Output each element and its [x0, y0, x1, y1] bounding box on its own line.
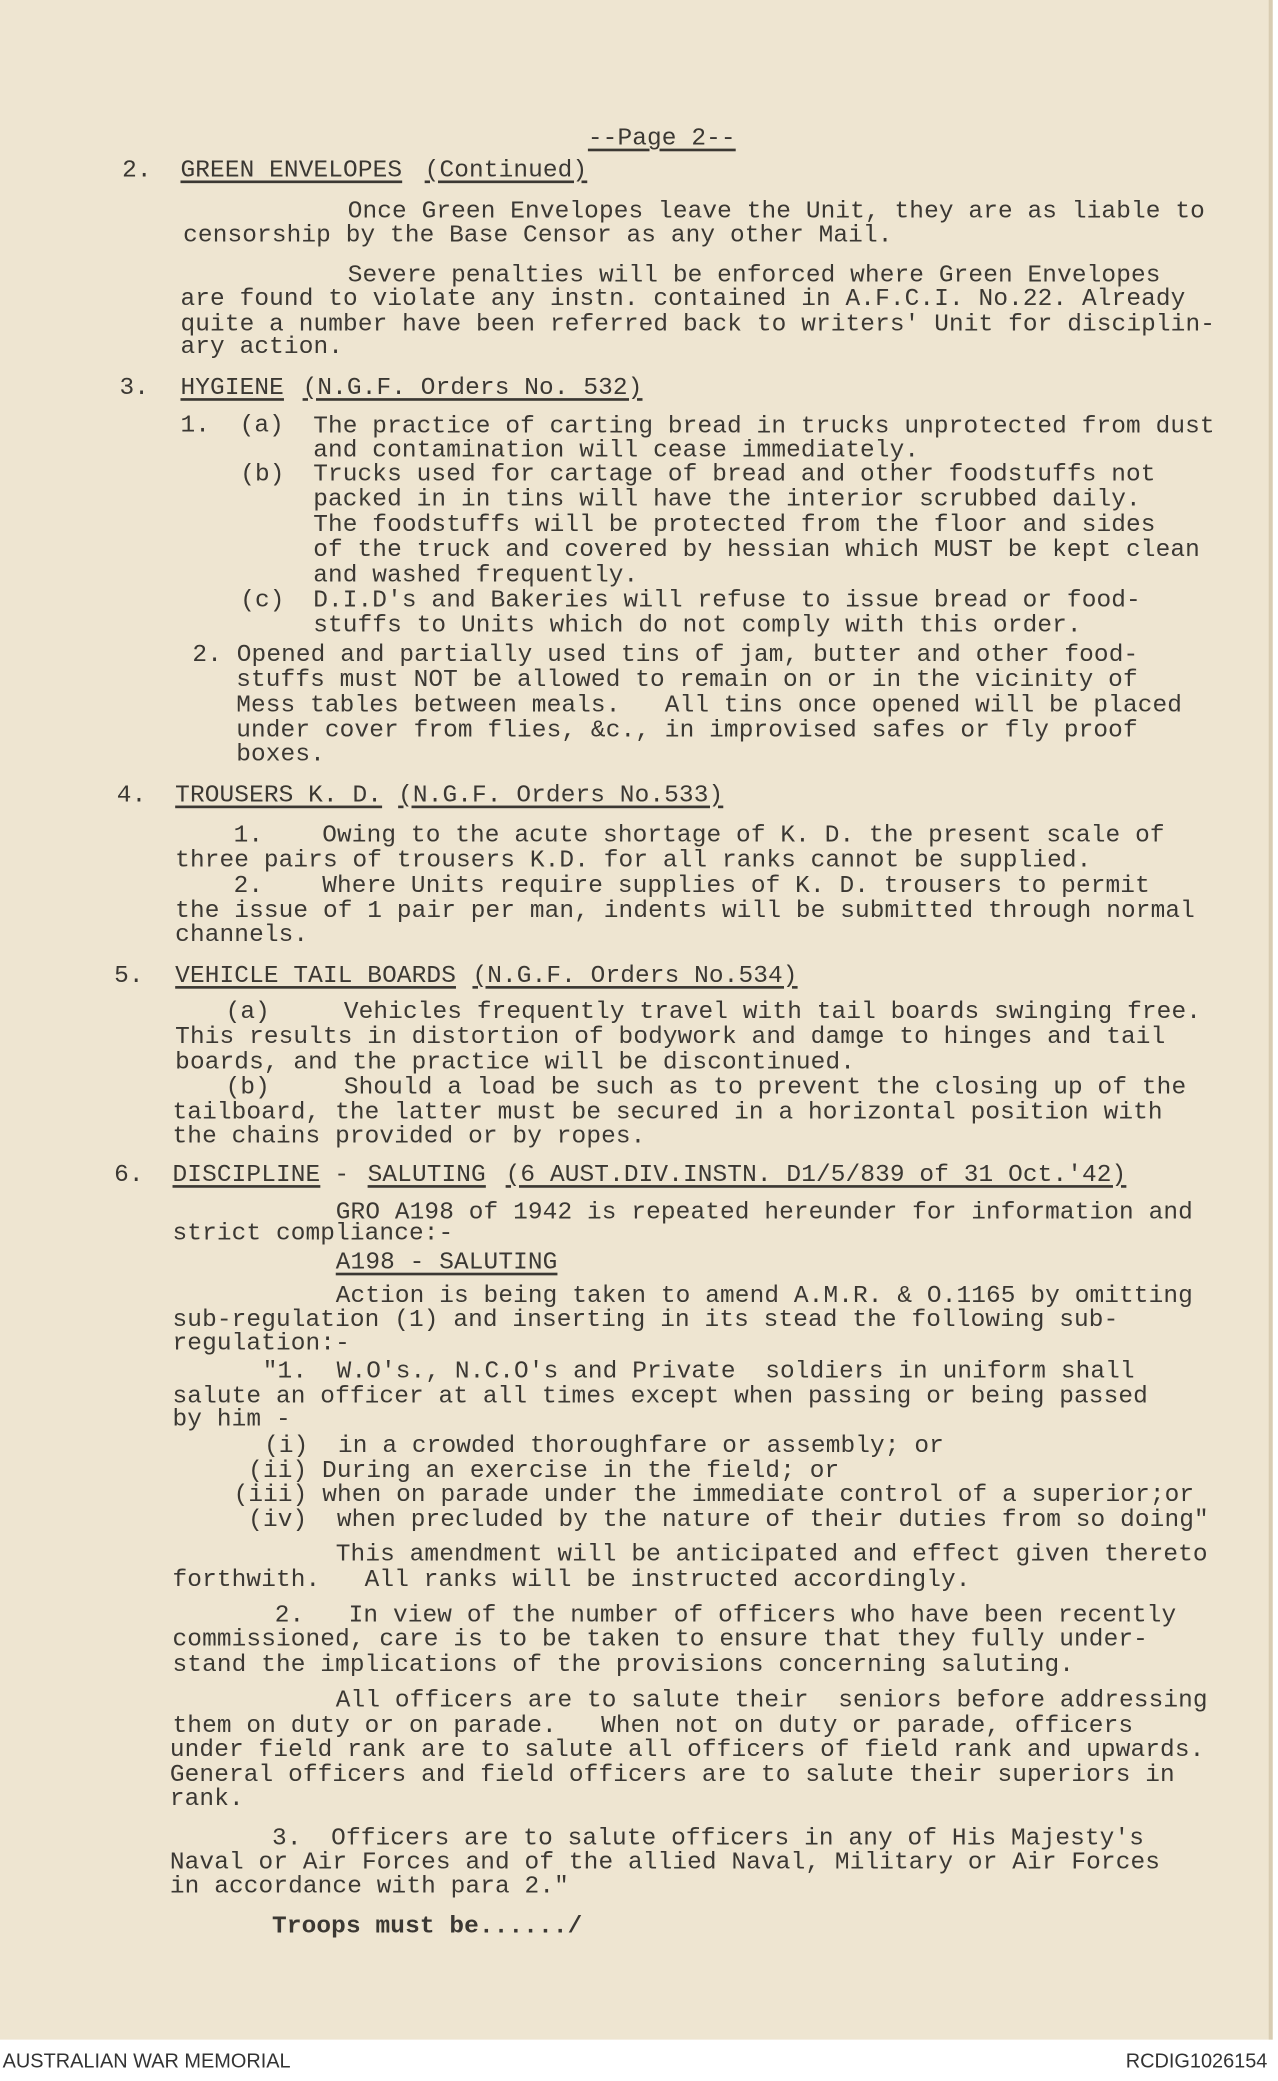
- text-line: quite a number have been referred back to writers' Unit for disciplin-: [180, 310, 1216, 339]
- text-line: salute an officer at all times except when passing or being passed: [172, 1382, 1148, 1411]
- text-line: by him -: [172, 1405, 291, 1434]
- text-line: them on duty or on parade. When not on duty or parade, officers: [172, 1711, 1134, 1740]
- text-line: Trucks used for cartage of bread and other foodstuffs not: [313, 460, 1156, 489]
- text-line: 2. Opened and partially used tins of jam, butter and other food-: [192, 640, 1139, 669]
- section-5-number: 5.: [114, 962, 144, 991]
- text-line: (iii) when on parade under the immediate control of a superior;or: [233, 1481, 1195, 1509]
- section-3-number: 3.: [119, 374, 150, 403]
- text-line: This amendment will be anticipated and effect given thereto: [335, 1540, 1208, 1569]
- section-3-title: HYGIENE: [180, 374, 284, 403]
- section-6-subtitle: (6 AUST.DIV.INSTN. D1/5/839 of 31 Oct.'42): [505, 1161, 1127, 1190]
- archive-footer: [0, 2040, 1278, 2081]
- text-line: (a) Vehicles frequently travel with tail boards swinging free.: [225, 997, 1202, 1026]
- text-line: of the truck and covered by hessian which MUST be kept clean: [313, 536, 1200, 565]
- text-line: tailboard, the latter must be secured in a horizontal position with: [172, 1098, 1163, 1127]
- text-line: D.I.D's and Bakeries will refuse to issue bread or food-: [313, 586, 1141, 615]
- section-4-title: TROUSERS K. D.: [175, 781, 383, 810]
- text-line: under field rank are to salute all officers of field rank and upwards.: [169, 1735, 1205, 1764]
- text-line: ary action.: [180, 333, 344, 361]
- text-line: stuffs to Units which do not comply with this order.: [313, 611, 1082, 640]
- text-line: 3. Officers are to salute officers in any of His Majesty's: [272, 1824, 1145, 1853]
- text-line: (iv) when precluded by the nature of their duties from so doing": [248, 1506, 1209, 1535]
- text-line: regulation:-: [172, 1329, 350, 1358]
- text-line: boards, and the practice will be discontinued.: [175, 1048, 856, 1077]
- page-header: --Page 2--: [587, 124, 736, 153]
- section-6-dash: -: [334, 1161, 350, 1190]
- text-line: packed in in tins will have the interior scrubbed daily.: [313, 485, 1141, 514]
- text-line: boxes.: [236, 740, 325, 769]
- subheading: A198 - SALUTING: [335, 1248, 558, 1277]
- text-line: three pairs of trousers K.D. for all ranks cannot be supplied.: [175, 846, 1092, 875]
- text-line: in accordance with para 2.": [169, 1872, 569, 1901]
- text-line: sub-regulation (1) and inserting in its stead the following sub-: [172, 1305, 1119, 1334]
- text-line: (ii) During an exercise in the field; or: [248, 1457, 840, 1486]
- continuation-note: Troops must be....../: [272, 1912, 583, 1941]
- text-line: Action is being taken to amend A.M.R. & O.1165 by omitting: [335, 1281, 1193, 1310]
- text-line: stuffs must NOT be allowed to remain on or in the vicinity of: [236, 666, 1138, 695]
- section-5-subtitle: (N.G.F. Orders No.534): [472, 962, 798, 991]
- section-2-title: GREEN ENVELOPES: [180, 156, 403, 185]
- text-line: forthwith. All ranks will be instructed accordingly.: [172, 1565, 971, 1594]
- text-line: This results in distortion of bodywork and damge to hinges and tail: [175, 1023, 1166, 1052]
- text-line: The foodstuffs will be protected from the floor and sides: [313, 510, 1156, 539]
- text-line: 1. Owing to the acute shortage of K. D. the present scale of: [233, 821, 1165, 850]
- text-line: Mess tables between meals. All tins once opened will be placed: [236, 691, 1183, 720]
- text-line: Once Green Envelopes leave the Unit, they are as liable to: [347, 197, 1205, 226]
- text-line: rank.: [169, 1784, 244, 1813]
- section-6-title2: SALUTING: [367, 1161, 486, 1190]
- footer-institution: AUSTRALIAN WAR MEMORIAL: [2, 2050, 291, 2073]
- text-line: 2. Where Units require supplies of K. D. trousers to permit: [233, 871, 1150, 900]
- text-line: GRO A198 of 1942 is repeated hereunder for information and: [335, 1198, 1193, 1227]
- section-6-number: 6.: [114, 1161, 144, 1190]
- footer-record-id: RCDIG1026154: [1125, 2050, 1268, 2073]
- text-line: channels.: [175, 921, 309, 949]
- text-line: stand the implications of the provisions concerning saluting.: [172, 1650, 1075, 1679]
- section-4-subtitle: (N.G.F. Orders No.533): [398, 781, 724, 810]
- text-line: commissioned, care is to be taken to ensure that they fully under-: [172, 1625, 1148, 1654]
- text-line: "1. W.O's., N.C.O's and Private soldiers in uniform shall: [262, 1357, 1135, 1386]
- item-label: (b): [240, 460, 285, 489]
- text-line: (i) in a crowded thoroughfare or assembly; or: [264, 1431, 944, 1460]
- section-3-subtitle: (N.G.F. Orders No. 532): [302, 374, 643, 403]
- text-line: and contamination will cease immediately.: [313, 436, 920, 465]
- text-line: are found to violate any instn. contained in A.F.C.I. No.22. Already: [180, 285, 1186, 314]
- text-line: 2. In view of the number of officers who have been recently: [274, 1601, 1177, 1630]
- item-label: 1. (a): [180, 411, 284, 440]
- text-line: censorship by the Base Censor as any other Mail.: [183, 221, 893, 250]
- text-line: and washed frequently.: [313, 561, 639, 590]
- text-line: (b) Should a load be such as to prevent the closing up of the: [225, 1073, 1187, 1102]
- text-line: Naval or Air Forces and of the allied Naval, Military or Air Forces: [169, 1848, 1161, 1877]
- section-2-subtitle: (Continued): [424, 156, 588, 185]
- text-line: under cover from flies, &c., in improvised safes or fly proof: [236, 716, 1138, 745]
- section-5-title: VEHICLE TAIL BOARDS: [175, 962, 456, 991]
- text-line: The practice of carting bread in trucks unprotected from dust: [313, 412, 1215, 441]
- text-line: the chains provided or by ropes.: [172, 1122, 646, 1151]
- item-label: (c): [240, 586, 285, 615]
- text-line: strict compliance:-: [172, 1219, 454, 1248]
- text-line: General officers and field officers are to salute their superiors in: [169, 1761, 1175, 1789]
- section-6-title: DISCIPLINE: [172, 1161, 321, 1190]
- section-4-number: 4.: [116, 781, 147, 810]
- text-line: Severe penalties will be enforced where Green Envelopes: [347, 261, 1161, 290]
- text-line: the issue of 1 pair per man, indents will be submitted through normal: [175, 897, 1195, 925]
- text-line: All officers are to salute their seniors before addressing: [335, 1686, 1208, 1715]
- section-2-number: 2.: [122, 156, 152, 185]
